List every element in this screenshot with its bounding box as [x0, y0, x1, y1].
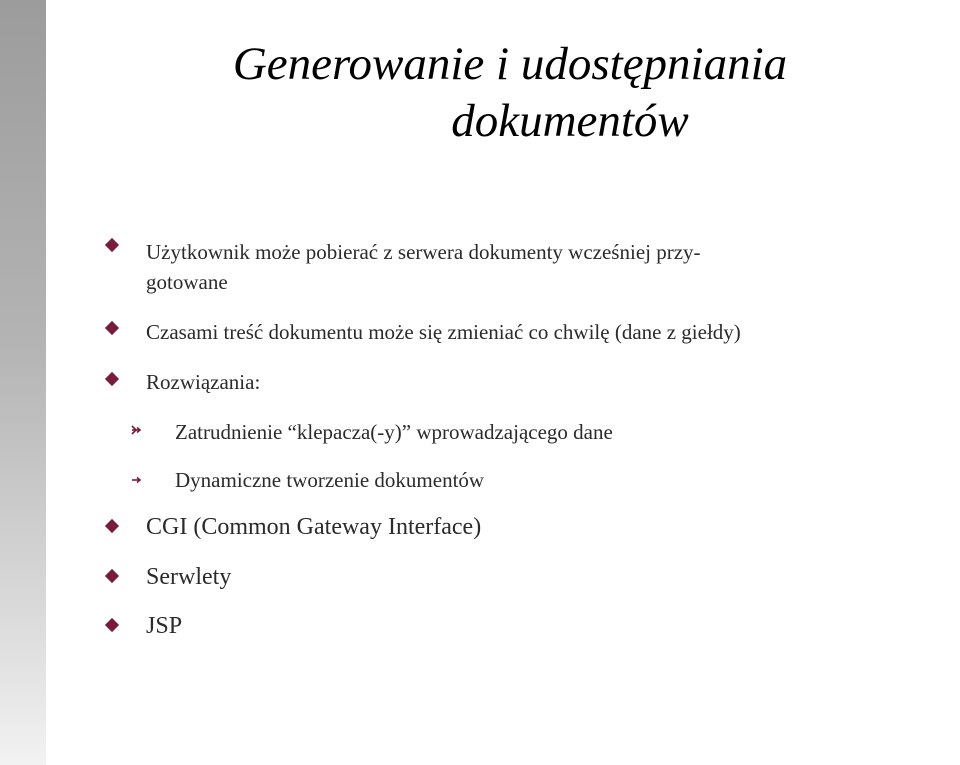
- diamond-icon: [105, 321, 119, 335]
- bullet-text: Serwlety: [146, 564, 232, 590]
- bullet-item: [146, 564, 231, 591]
- arrow-icon: [130, 474, 142, 486]
- bullet-text-line-2: gotowane: [146, 270, 228, 294]
- diamond-icon: [105, 569, 119, 583]
- diamond-icon: [105, 238, 119, 252]
- bullet-item: [146, 320, 741, 345]
- bullet-item: [146, 514, 481, 541]
- sub-bullet-item: [175, 468, 484, 493]
- title-line-2: dokumentów: [451, 95, 689, 147]
- diamond-icon: [105, 372, 119, 386]
- title-line-1: Generowanie i udostępniania: [232, 38, 788, 90]
- sub-bullet-item: [175, 420, 613, 445]
- sub-bullet-text: Zatrudnienie “klepacza(-y)” wprowadzającego dane: [175, 420, 613, 444]
- bullet-item: [146, 237, 701, 297]
- bullet-item: [146, 370, 260, 395]
- diamond-icon: [105, 519, 119, 533]
- bullet-text: Rozwiązania:: [146, 370, 261, 394]
- bullet-text: JSP: [146, 613, 183, 639]
- arrow-icon: [130, 424, 142, 436]
- bullet-text: CGI (Common Gateway Interface): [146, 514, 482, 540]
- sub-bullet-text: Dynamiczne tworzenie dokumentów: [175, 468, 485, 492]
- bullet-text-line-1: Użytkownik może pobierać z serwera dokumenty wcześniej przy-: [146, 240, 701, 264]
- diamond-icon: [105, 618, 119, 632]
- bullet-text: Czasami treść dokumentu może się zmieniać co chwilę (dane z giełdy): [146, 320, 741, 344]
- bullet-item: [146, 613, 182, 640]
